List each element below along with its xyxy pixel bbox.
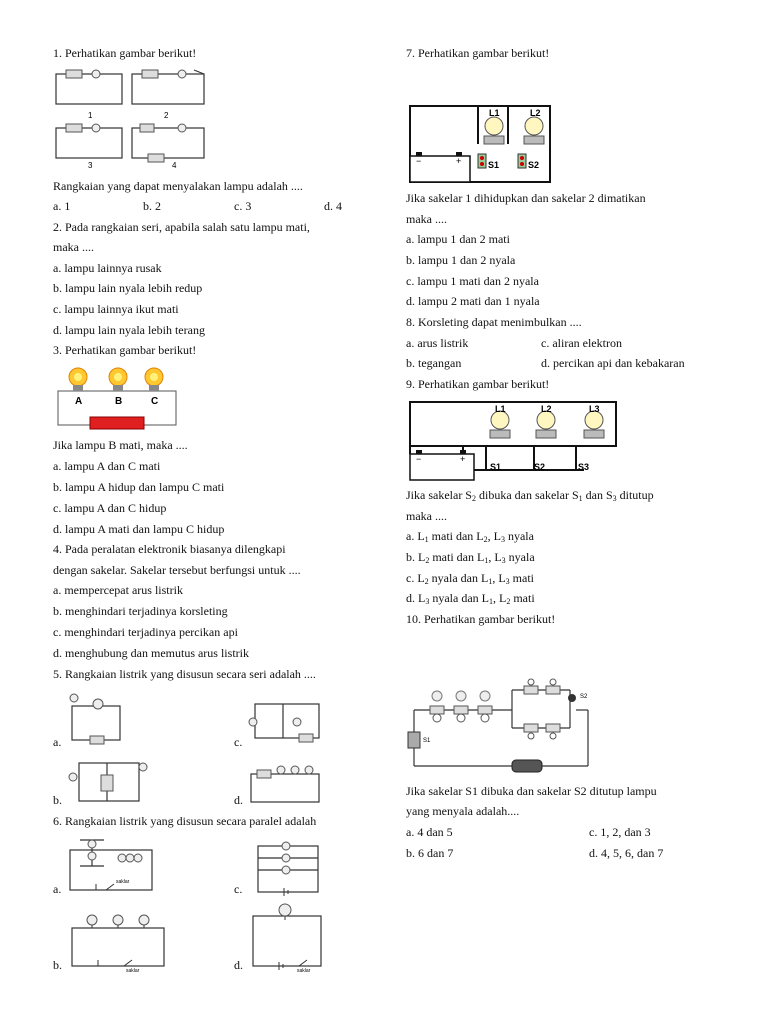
q6-question: 6. Rangkaian listrik yang disusun secara paralel adalah — [53, 814, 317, 828]
svg-text:−: − — [416, 156, 422, 166]
q2-option-b[interactable]: b. lampu lain nyala lebih redup — [53, 281, 203, 295]
q9-fig-label-s3: S3 — [578, 462, 590, 472]
q4-option-b[interactable]: b. menghindari terjadinya korsleting — [53, 604, 228, 618]
svg-text:+: + — [456, 156, 462, 166]
q4-line2: dengan sakelar. Sakelar tersebut berfungsi untuk .... — [53, 563, 301, 577]
q6-figure-d — [249, 900, 325, 974]
q1-option-b[interactable]: b. 2 — [143, 199, 161, 213]
q10-fig-label-s1: S1 — [423, 738, 431, 744]
q7-option-d[interactable]: d. lampu 2 mati dan 1 nyala — [406, 294, 540, 308]
q7-option-a[interactable]: a. lampu 1 dan 2 mati — [406, 232, 510, 246]
q10-option-a[interactable]: a. 4 dan 5 — [406, 825, 453, 839]
q9-title: 9. Perhatikan gambar berikut! — [406, 377, 550, 391]
q1-option-a[interactable]: a. 1 — [53, 199, 71, 213]
q6-option-b-label[interactable]: b. — [53, 958, 62, 972]
q5-figure-d — [249, 762, 321, 804]
q7-option-b[interactable]: b. lampu 1 dan 2 nyala — [406, 253, 516, 267]
q6-switch-label-b: saklar — [126, 968, 140, 974]
q4-line1: 4. Pada peralatan elektronik biasanya dilengkapi — [53, 542, 286, 556]
q9-fig-label-l2: L2 — [541, 404, 552, 414]
q10-option-b[interactable]: b. 6 dan 7 — [406, 846, 454, 860]
q8-option-a[interactable]: a. arus listrik — [406, 336, 469, 350]
q1-title: 1. Perhatikan gambar berikut! — [53, 46, 197, 60]
q5-option-d-label[interactable]: d. — [234, 793, 243, 807]
q6-switch-label-d: saklar — [297, 968, 311, 974]
q8-question: 8. Korsleting dapat menimbulkan .... — [406, 315, 582, 329]
q6-figure-b — [68, 912, 168, 972]
q3-option-b[interactable]: b. lampu A hidup dan lampu C mati — [53, 480, 225, 494]
q9-line1: Jika sakelar $S_2$ dibuka dan sakelar $S_1$ dan $S_3$ ditutup — [406, 488, 654, 503]
q2-option-d[interactable]: d. lampu lain nyala lebih terang — [53, 323, 205, 337]
q3-option-d[interactable]: d. lampu A mati dan lampu C hidup — [53, 522, 225, 536]
q5-option-a-label[interactable]: a. — [53, 735, 62, 749]
q2-option-a[interactable]: a. lampu lainnya rusak — [53, 261, 162, 275]
q2-line1: 2. Pada rangkaian seri, apabila salah satu lampu mati, — [53, 220, 310, 234]
q5-question: 5. Rangkaian listrik yang disusun secara seri adalah .... — [53, 667, 316, 681]
q4-option-c[interactable]: c. menghindari terjadinya percikan api — [53, 625, 238, 639]
q1-circuits-figure — [52, 66, 217, 170]
q10-line2: yang menyala adalah.... — [406, 804, 520, 818]
svg-text:−: − — [416, 454, 422, 464]
q7-title: 7. Perhatikan gambar berikut! — [406, 46, 550, 60]
q5-figure-b — [67, 757, 151, 805]
q9-fig-label-l3: L3 — [589, 404, 600, 414]
q1-fig-label-4: 4 — [172, 161, 177, 170]
q9-option-b[interactable]: b. $L_2$ mati dan $L_1$, $L_3$ nyala — [406, 550, 535, 565]
q9-option-c[interactable]: c. $L_2$ nyala dan $L_1$, $L_3$ mati — [406, 571, 534, 586]
q4-option-a[interactable]: a. mempercepat arus listrik — [53, 583, 183, 597]
q5-option-b-label[interactable]: b. — [53, 793, 62, 807]
q8-option-b[interactable]: b. tegangan — [406, 356, 462, 370]
q8-option-d[interactable]: d. percikan api dan kebakaran — [541, 356, 685, 370]
q1-option-c[interactable]: c. 3 — [234, 199, 252, 213]
q7-fig-label-l2: L2 — [530, 108, 541, 118]
q6-option-a-label[interactable]: a. — [53, 882, 62, 896]
q9-fig-label-l1: L1 — [495, 404, 506, 414]
svg-text:+: + — [460, 454, 466, 464]
q1-option-d[interactable]: d. 4 — [324, 199, 342, 213]
q3-circuit-figure — [56, 365, 178, 429]
q9-fig-label-s1: S1 — [490, 462, 502, 472]
q6-figure-c — [252, 836, 322, 896]
q5-option-c-label[interactable]: c. — [234, 735, 243, 749]
q2-line2: maka .... — [53, 240, 94, 254]
q3-lamp-label-b: B — [115, 396, 123, 407]
q7-line2: maka .... — [406, 212, 447, 226]
q3-lamp-label-c: C — [151, 396, 159, 407]
q1-fig-label-2: 2 — [164, 111, 169, 120]
q7-option-c[interactable]: c. lampu 1 mati dan 2 nyala — [406, 274, 539, 288]
q10-fig-label-s2: S2 — [580, 694, 588, 700]
q2-option-c[interactable]: c. lampu lainnya ikut mati — [53, 302, 179, 316]
q6-figure-a — [66, 836, 156, 896]
q3-option-c[interactable]: c. lampu A dan C hidup — [53, 501, 167, 515]
q7-line1: Jika sakelar 1 dihidupkan dan sakelar 2 dimatikan — [406, 191, 646, 205]
q5-figure-c — [247, 700, 321, 744]
q9-circuit-figure — [408, 400, 620, 482]
q6-switch-label-a: saklar — [116, 879, 130, 885]
q9-option-d[interactable]: d. $L_3$ nyala dan $L_1$, $L_2$ mati — [406, 591, 535, 606]
q9-line2: maka .... — [406, 509, 447, 523]
q7-circuit-figure — [406, 104, 554, 186]
q3-lamp-label-a: A — [75, 396, 83, 407]
q3-title: 3. Perhatikan gambar berikut! — [53, 343, 197, 357]
q10-option-c[interactable]: c. 1, 2, dan 3 — [589, 825, 651, 839]
q6-option-d-label[interactable]: d. — [234, 958, 243, 972]
q10-option-d[interactable]: d. 4, 5, 6, dan 7 — [589, 846, 664, 860]
q9-option-a[interactable]: a. $L_1$ mati dan $L_2$, $L_3$ nyala — [406, 529, 534, 544]
q9-fig-label-s2: S2 — [534, 462, 546, 472]
q7-fig-label-l1: L1 — [489, 108, 500, 118]
q10-line1: Jika sakelar S1 dibuka dan sakelar S2 ditutup lampu — [406, 784, 657, 798]
q1-question: Rangkaian yang dapat menyalakan lampu adalah .... — [53, 179, 303, 193]
q6-option-c-label[interactable]: c. — [234, 882, 243, 896]
q10-title: 10. Perhatikan gambar berikut! — [406, 612, 556, 626]
q5-figure-a — [64, 688, 124, 746]
q3-option-a[interactable]: a. lampu A dan C mati — [53, 459, 161, 473]
q4-option-d[interactable]: d. menghubung dan memutus arus listrik — [53, 646, 249, 660]
q7-fig-label-s2: S2 — [528, 160, 540, 170]
q1-fig-label-3: 3 — [88, 161, 93, 170]
q8-option-c[interactable]: c. aliran elektron — [541, 336, 622, 350]
q3-question: Jika lampu B mati, maka .... — [53, 438, 188, 452]
q1-fig-label-1: 1 — [88, 111, 93, 120]
q7-fig-label-s1: S1 — [488, 160, 500, 170]
q10-circuit-figure — [406, 678, 594, 778]
